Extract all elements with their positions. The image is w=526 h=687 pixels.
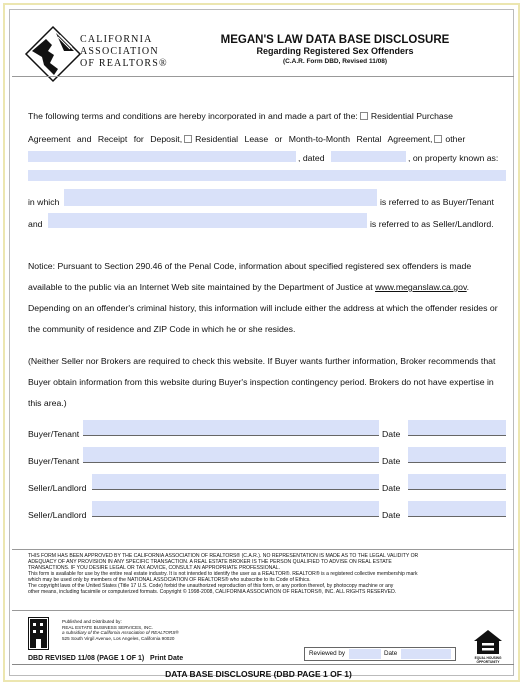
neither-line-3: this area.) xyxy=(28,398,67,408)
notice-line-4: the community of residence and ZIP Code in which he or she resides. xyxy=(28,324,296,334)
notice-line-1: Notice: Pursuant to Section 290.46 of the Penal Code, information about specified registered sex offenders is made xyxy=(28,261,472,271)
notice-line-3: Depending on an offender's criminal history, this information will include either the address at which the offender resides or xyxy=(28,303,498,313)
buyer-date-field[interactable] xyxy=(408,447,506,463)
footer-title: DATA BASE DISCLOSURE (DBD PAGE 1 OF 1) xyxy=(165,669,352,679)
form-subtitle: Regarding Registered Sex Offenders xyxy=(256,46,414,56)
buyer-date-field[interactable] xyxy=(408,420,506,436)
date-label: Date xyxy=(382,510,401,520)
form-title: MEGAN'S LAW DATA BASE DISCLOSURE xyxy=(220,34,450,46)
print-date-label: Print Date xyxy=(150,655,184,662)
reviewed-date-field[interactable] xyxy=(401,649,451,659)
header-divider xyxy=(12,76,514,77)
seller-date-field[interactable] xyxy=(408,501,506,517)
neither-line-2: Buyer obtain information from this website during Buyer's inspection contingency period. Brokers do not have expertise in xyxy=(28,377,494,387)
car-logo-icon xyxy=(24,25,82,83)
intro-line-1: The following terms and conditions are hereby incorporated in and made a part of the: Residential Purchase xyxy=(28,111,453,121)
org-name: CALIFORNIA ASSOCIATION OF REALTORS® xyxy=(80,34,168,69)
date-label: Date xyxy=(382,429,401,439)
and-label: and xyxy=(28,219,43,229)
form-reference: (C.A.R. Form DBD, Revised 11/08) xyxy=(282,58,388,65)
legal-divider xyxy=(12,549,514,550)
seller-signature-field[interactable] xyxy=(92,474,379,490)
notice-line-2: available to the public via an Internet Web site maintained by the Department of Justice at www.meganslaw.ca.gov. xyxy=(28,282,470,292)
footer-divider xyxy=(12,664,514,665)
res-logo-icon xyxy=(28,617,49,650)
buyer-ref-label: is referred to as Buyer/Tenant xyxy=(380,197,494,207)
checkbox-residential-purchase[interactable] xyxy=(360,112,368,120)
reviewed-by-field[interactable] xyxy=(349,649,381,659)
neither-line-1: (Neither Seller nor Brokers are required to check this website. If Buyer wants further information, Broker recommends that xyxy=(28,356,496,366)
seller-ref-label: is referred to as Seller/Landlord. xyxy=(370,219,494,229)
revision-line: DBD REVISED 11/08 (PAGE 1 OF 1) Print Date xyxy=(28,655,184,662)
seller-signature-field[interactable] xyxy=(92,501,379,517)
signature-role-label: Seller/Landlord xyxy=(28,483,87,493)
seller-name-field[interactable] xyxy=(48,213,367,228)
reviewed-box xyxy=(304,647,456,661)
checkbox-other[interactable] xyxy=(434,135,442,143)
reviewed-by-label: Reviewed by xyxy=(309,650,346,657)
signature-role-label: Seller/Landlord xyxy=(28,510,87,520)
dated-label: , dated xyxy=(298,153,325,163)
dated-field[interactable] xyxy=(331,151,406,162)
checkbox-residential-lease[interactable] xyxy=(184,135,192,143)
buyer-signature-field[interactable] xyxy=(83,420,379,436)
publisher-info: Published and Distributed by: REAL ESTATE BUSINESS SERVICES, INC. a subsidiary of the California Association of REALTORS® 525 South Virgil Avenue, Los Angeles, California 90020 xyxy=(62,619,179,641)
other-agreement-field[interactable] xyxy=(28,151,296,162)
signature-role-label: Buyer/Tenant xyxy=(28,429,80,439)
seller-date-field[interactable] xyxy=(408,474,506,490)
property-label: , on property known as: xyxy=(408,153,499,163)
date-label: Date xyxy=(382,483,401,493)
intro-line-2: Agreement and Receipt for Deposit, Residential Lease or Month-to-Month Rental Agreement, other xyxy=(28,134,466,144)
property-field[interactable] xyxy=(28,170,506,181)
in-which-label: in which xyxy=(28,197,60,207)
legal-bottom-divider xyxy=(12,610,514,611)
date-label: Date xyxy=(382,456,401,466)
meganslaw-link[interactable]: www.meganslaw.ca.gov xyxy=(375,282,467,292)
equal-housing-label: EQUAL HOUSING OPPORTUNITY xyxy=(474,656,502,664)
reviewed-date-label: Date xyxy=(384,650,398,657)
buyer-signature-field[interactable] xyxy=(83,447,379,463)
signature-role-label: Buyer/Tenant xyxy=(28,456,80,466)
legal-text: THIS FORM HAS BEEN APPROVED BY THE CALIFORNIA ASSOCIATION OF REALTORS® (C.A.R.). NO REPRESENTATION IS MADE AS TO THE LEGAL VALIDITY OR ADEQUACY OF ANY PROVISION IN ANY SPECIFIC TRANSACTION. A REAL ESTATE BROKER IS THE PERSON QUALIFIED TO ADVISE ON REAL ESTATE TRANSACTIONS. IF YOU DESIRE LEGAL OR TAX ADVICE, CONSULT AN APPROPRIATE PROFESSIONAL. This form is available for use by the entire real estate industry. It is not intended to identify the user as a REALTOR®. REALTOR® is a registered collective membership mark which may be used only by members of the NATIONAL ASSOCIATION OF REALTORS® who subscribe to its Code of Ethics. The copyright laws of the United States (Title 17 U.S. Code) forbid the unauthorized reproduction of this form, or any portion thereof, by photocopy machine or any other means, including facsimile or computerized formats. Copyright © 1998-2008, CALIFORNIA ASSOCIATION OF REALTORS®, INC. ALL RIGHTS RESERVED. xyxy=(28,553,419,595)
buyer-name-field[interactable] xyxy=(64,189,377,206)
